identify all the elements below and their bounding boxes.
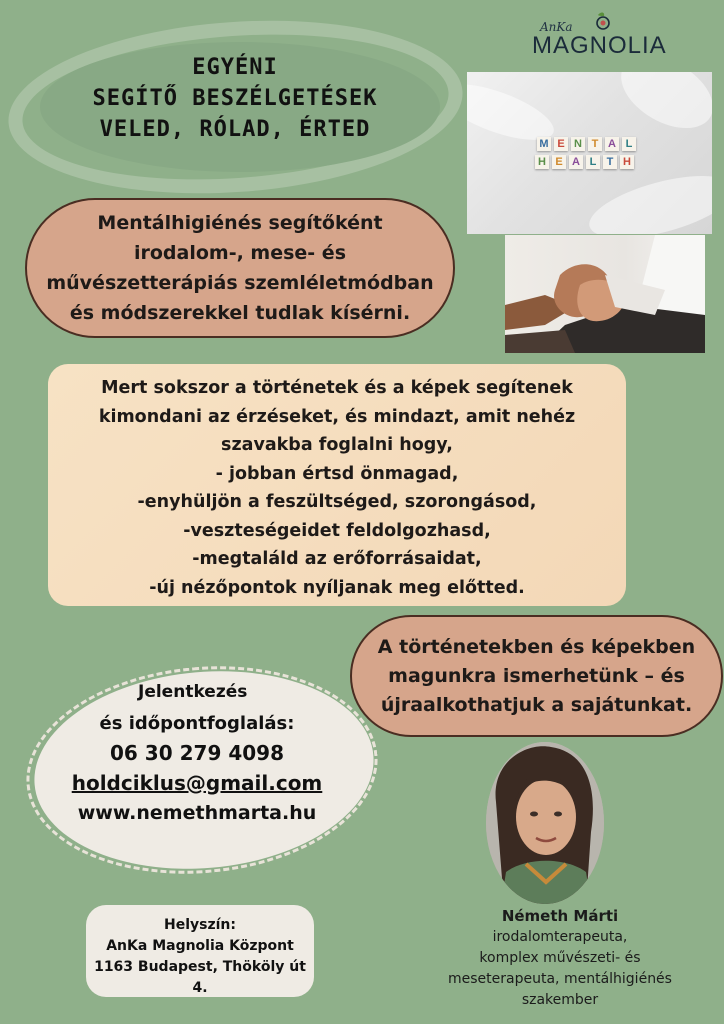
title-line-1: EGYÉNI [192, 55, 278, 80]
why-line: Mert sokszor a történetek és a képek segítenek [101, 378, 573, 398]
tile-row-health [535, 155, 636, 169]
letter-tiles [537, 137, 636, 173]
logo-leaf-icon [592, 10, 612, 30]
letter-tile: T [588, 137, 602, 151]
person-desc-line: komplex művészeti- és [479, 950, 641, 966]
contact-email-link[interactable]: holdciklus@gmail.com [71, 771, 323, 795]
why-line: szavakba foglalni hogy, [221, 435, 453, 455]
letter-tile: N [571, 137, 585, 151]
person-desc-line: meseterapeuta, mentálhigiénés [448, 971, 672, 987]
contact-info [52, 680, 342, 828]
mental-health-photo [467, 72, 712, 234]
person-desc-line: irodalomterapeuta, [492, 929, 628, 945]
person-info [445, 905, 675, 1011]
letter-tile: L [622, 137, 636, 151]
person-desc-line: szakember [521, 992, 599, 1008]
title-line-3: VELED, RÓLAD, ÉRTED [99, 117, 371, 142]
intro-text: Mentálhigiénés segítőként irodalom-, mese- és művészetterápiás szemléletmódban és módszerekkel tudlak kísérni. [46, 212, 434, 324]
hands-photo [505, 235, 705, 353]
portrait-illustration [486, 742, 604, 904]
hands-illustration [505, 235, 705, 353]
intro-pill [25, 198, 455, 338]
letter-tile: H [620, 155, 634, 169]
letter-tile: A [605, 137, 619, 151]
title-line-2: SEGÍTŐ BESZÉLGETÉSEK [92, 86, 378, 111]
contact-phone[interactable]: 06 30 279 4098 [110, 741, 284, 765]
letter-tile: M [537, 137, 551, 151]
why-line: -megtaláld az erőforrásaidat, [192, 549, 482, 569]
why-box [48, 364, 626, 606]
letter-tile: E [554, 137, 568, 151]
contact-heading: Jelentkezés [138, 682, 248, 702]
page-title [55, 52, 415, 145]
contact-website-link[interactable]: www.nemethmarta.hu [77, 802, 317, 824]
why-line: -enyhüljön a feszültséged, szorongásod, [137, 492, 537, 512]
why-line: - jobban értsd önmagad, [215, 463, 459, 484]
portrait-photo [486, 742, 604, 904]
logo-script: AnKa [540, 20, 573, 34]
why-line: -új nézőpontok nyíljanak meg előtted. [149, 577, 525, 598]
letter-tile: L [586, 155, 600, 169]
location-address: 1163 Budapest, Thököly út 4. [94, 959, 306, 996]
contact-subheading: és időpontfoglalás: [99, 713, 295, 734]
person-name: Németh Márti [501, 907, 619, 925]
why-text [58, 374, 616, 602]
person-description [445, 927, 675, 1011]
letter-tile: E [552, 155, 566, 169]
letter-tile: A [569, 155, 583, 169]
letter-tile: T [603, 155, 617, 169]
why-line: kimondani az érzéseket, és mindazt, amit nehéz [98, 406, 576, 427]
stories-text: A történetekben és képekben magunkra ismerhetünk – és újraalkothatjuk a sajátunkat. [377, 635, 696, 716]
why-line: -veszteségeidet feldolgozhasd, [183, 520, 491, 541]
letter-tile: H [535, 155, 549, 169]
location-label: Helyszín: [164, 917, 236, 933]
location-venue: AnKa Magnolia Központ [106, 938, 294, 954]
stories-pill [350, 615, 723, 737]
tile-row-mental [537, 137, 636, 151]
logo-brand: MAGNOLIA [532, 32, 667, 59]
location-box [86, 905, 314, 997]
